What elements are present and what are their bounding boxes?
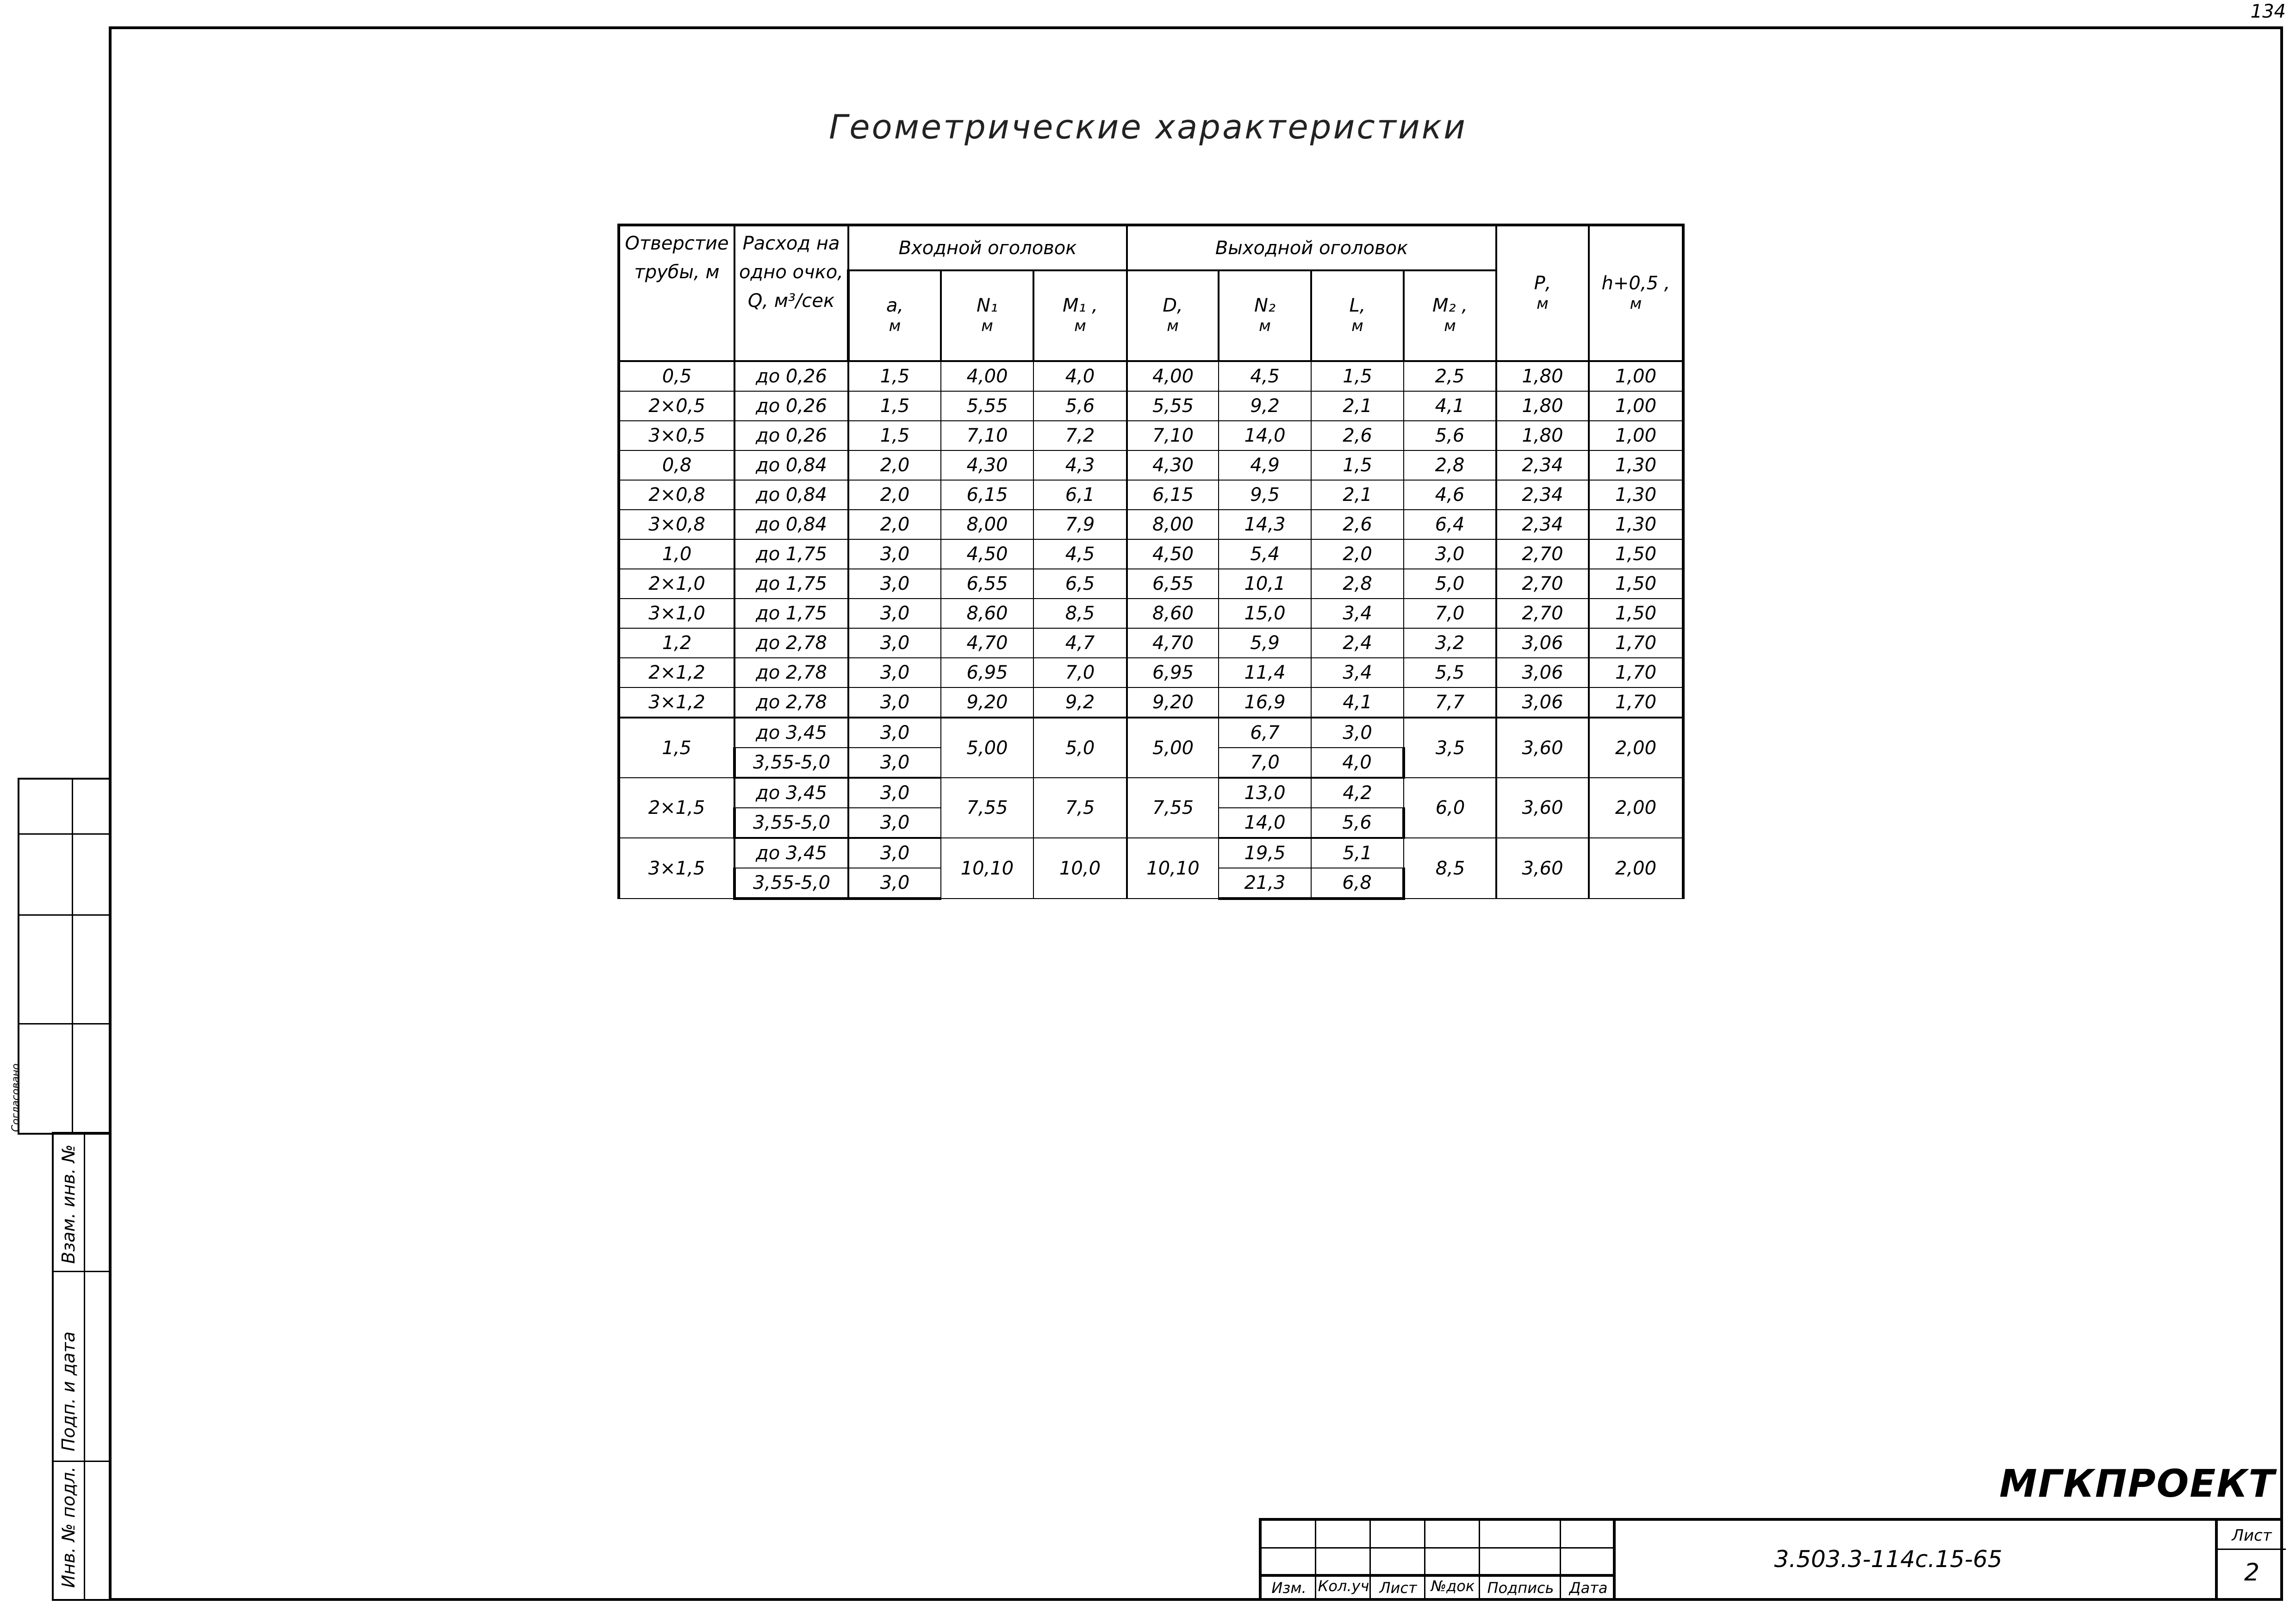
table-cell: 3,0: [848, 718, 941, 748]
table-cell: 3,0: [848, 628, 941, 658]
table-cell: 8,5: [1033, 599, 1127, 628]
table-cell: 4,6: [1404, 480, 1496, 510]
table-row: [619, 687, 1683, 718]
table-cell: 2,34: [1496, 450, 1589, 480]
table-cell: 4,30: [1127, 450, 1219, 480]
table-cell: 10,0: [1033, 838, 1127, 899]
table-cell: до 3,45: [734, 838, 848, 868]
table-cell: 7,9: [1033, 510, 1127, 539]
table-row: [619, 480, 1683, 510]
tb-ndok: №док: [1431, 1577, 1475, 1595]
document-code: 3.503.3-114с.15-65: [1774, 1546, 2003, 1573]
table-cell: 4,5: [1219, 361, 1311, 391]
table-cell: 4,50: [941, 539, 1033, 569]
table-cell: 15,0: [1219, 599, 1311, 628]
table-cell: 3,0: [848, 748, 941, 778]
header-h: h+0,5 , м: [1589, 225, 1683, 361]
header-inlet-group: Входной оголовок: [848, 225, 1127, 270]
table-cell: 2,00: [1589, 778, 1683, 838]
table-cell: 1,5: [848, 391, 941, 421]
header-L: L, м: [1311, 270, 1404, 361]
table-cell: 3,0: [1404, 539, 1496, 569]
table-cell: 2,70: [1496, 599, 1589, 628]
header-a: а, м: [848, 270, 941, 361]
margin-divider: [18, 914, 111, 916]
table-cell: 2,70: [1496, 569, 1589, 599]
table-cell: 2,34: [1496, 480, 1589, 510]
margin-divider: [18, 1023, 111, 1024]
header-outlet-group: Выходной оголовок: [1127, 225, 1496, 270]
table-cell: 5,55: [1127, 391, 1219, 421]
table-cell: 1,5: [619, 718, 734, 778]
table-cell: 16,9: [1219, 687, 1311, 718]
table-cell: 1,30: [1589, 450, 1683, 480]
table-cell: 10,10: [1127, 838, 1219, 899]
table-cell: 3×1,0: [619, 599, 734, 628]
table-cell: 3,06: [1496, 658, 1589, 687]
table-row: [619, 361, 1683, 391]
table-cell: до 0,84: [734, 480, 848, 510]
tb-izm: Изм.: [1271, 1579, 1307, 1597]
table-cell: 3,0: [1311, 718, 1404, 748]
table-cell: 8,00: [941, 510, 1033, 539]
table-cell: 5,0: [1404, 569, 1496, 599]
table-cell: 3,4: [1311, 599, 1404, 628]
table-row: [619, 391, 1683, 421]
header-M1: М₁ , м: [1033, 270, 1127, 361]
table-cell: 9,2: [1219, 391, 1311, 421]
table-cell: 2,34: [1496, 510, 1589, 539]
table-cell: до 0,26: [734, 361, 848, 391]
table-cell: 5,00: [941, 718, 1033, 778]
table-cell: 2,8: [1404, 450, 1496, 480]
table-cell: 3,2: [1404, 628, 1496, 658]
header-flow: Расход на одно очко, Q, м³/сек: [734, 225, 848, 361]
table-cell: 9,20: [1127, 687, 1219, 718]
table-cell: 3×1,2: [619, 687, 734, 718]
table-cell: 4,9: [1219, 450, 1311, 480]
tb-kol-uch: Кол.уч: [1318, 1577, 1369, 1595]
table-cell: до 2,78: [734, 628, 848, 658]
table-row: [619, 599, 1683, 628]
table-cell: 2,8: [1311, 569, 1404, 599]
table-cell: 3,0: [848, 778, 941, 808]
table-cell: 2,0: [848, 510, 941, 539]
table-cell: 14,3: [1219, 510, 1311, 539]
table-cell: 5,00: [1127, 718, 1219, 778]
table-cell: 8,00: [1127, 510, 1219, 539]
table-cell: 4,1: [1404, 391, 1496, 421]
table-cell: до 3,45: [734, 718, 848, 748]
table-cell: 6,95: [941, 658, 1033, 687]
table-cell: 7,5: [1033, 778, 1127, 838]
table-cell: 3×0,8: [619, 510, 734, 539]
table-cell: 5,5: [1404, 658, 1496, 687]
page-title: Геометрические характеристики: [829, 107, 1467, 146]
table-cell: до 0,84: [734, 510, 848, 539]
table-cell: 4,70: [941, 628, 1033, 658]
table-cell: 3,0: [848, 808, 941, 838]
geometry-table: [617, 224, 1685, 900]
table-cell: 3,0: [848, 569, 941, 599]
table-cell: 1,00: [1589, 361, 1683, 391]
table-cell: 3,06: [1496, 687, 1589, 718]
table-cell: 2,4: [1311, 628, 1404, 658]
table-cell: 1,5: [848, 361, 941, 391]
table-cell: 6,5: [1033, 569, 1127, 599]
table-cell: 3,0: [848, 599, 941, 628]
table-cell: 9,5: [1219, 480, 1311, 510]
table-cell: 3,60: [1496, 778, 1589, 838]
table-cell: 7,0: [1033, 658, 1127, 687]
header-N2: N₂ м: [1219, 270, 1311, 361]
table-cell: 3,4: [1311, 658, 1404, 687]
table-cell: 2×0,8: [619, 480, 734, 510]
tb-data: Дата: [1569, 1579, 1608, 1597]
table-cell: 10,10: [941, 838, 1033, 899]
table-cell: 19,5: [1219, 838, 1311, 868]
margin-label-inv-podl: Инв. № подл.: [58, 1466, 79, 1588]
table-cell: 1,80: [1496, 361, 1589, 391]
table-cell: 6,15: [1127, 480, 1219, 510]
table-cell: 3,06: [1496, 628, 1589, 658]
table-cell: 3,0: [848, 658, 941, 687]
table-cell: 6,55: [941, 569, 1033, 599]
table-cell: 5,0: [1033, 718, 1127, 778]
table-body: [619, 361, 1683, 899]
table-cell: 14,0: [1219, 808, 1311, 838]
table-cell: 1,5: [1311, 450, 1404, 480]
table-cell: 4,0: [1311, 748, 1404, 778]
table-cell: 1,80: [1496, 421, 1589, 450]
table-row: [619, 421, 1683, 450]
table-cell: до 0,26: [734, 391, 848, 421]
table-cell: 8,5: [1404, 838, 1496, 899]
header-D: D, м: [1127, 270, 1219, 361]
table-cell: 2,6: [1311, 510, 1404, 539]
table-cell: 3,55-5,0: [734, 868, 848, 899]
table-row: [619, 539, 1683, 569]
table-cell: 1,30: [1589, 510, 1683, 539]
margin-label-soglasovano: Согласовано: [10, 1063, 22, 1132]
table-cell: 1,70: [1589, 628, 1683, 658]
table-cell: 4,00: [1127, 361, 1219, 391]
header-P: Р, м: [1496, 225, 1589, 361]
table-cell: 3,0: [848, 687, 941, 718]
table-cell: 5,4: [1219, 539, 1311, 569]
table-cell: до 3,45: [734, 778, 848, 808]
table-cell: 1,2: [619, 628, 734, 658]
margin-stamp-approval-col: [18, 778, 73, 1135]
table-cell: 1,00: [1589, 391, 1683, 421]
table-cell: 7,0: [1404, 599, 1496, 628]
table-cell: 4,2: [1311, 778, 1404, 808]
page-number: 134: [2250, 1, 2286, 22]
table-row: [619, 658, 1683, 687]
table-row: [619, 718, 1683, 748]
margin-divider: [18, 833, 111, 835]
table-row: [619, 569, 1683, 599]
table-cell: 2,1: [1311, 391, 1404, 421]
table-cell: 7,7: [1404, 687, 1496, 718]
table-cell: 3,0: [848, 868, 941, 899]
table-cell: до 1,75: [734, 599, 848, 628]
table-cell: 7,55: [941, 778, 1033, 838]
tb-sheet-label: Лист: [2232, 1526, 2272, 1545]
table-cell: 6,15: [941, 480, 1033, 510]
table-cell: 8,60: [1127, 599, 1219, 628]
table-cell: 1,50: [1589, 539, 1683, 569]
table-cell: 3,55-5,0: [734, 748, 848, 778]
table-cell: 4,0: [1033, 361, 1127, 391]
table-cell: 3,0: [848, 838, 941, 868]
table-cell: 2,1: [1311, 480, 1404, 510]
table-cell: 5,1: [1311, 838, 1404, 868]
table-cell: 9,2: [1033, 687, 1127, 718]
table-cell: до 0,84: [734, 450, 848, 480]
company-logo: МГКПРОЕКТ: [1999, 1462, 2276, 1506]
margin-label-podp: Подп. и дата: [58, 1331, 79, 1451]
table-cell: 4,5: [1033, 539, 1127, 569]
table-cell: 2,0: [848, 450, 941, 480]
table-cell: 6,4: [1404, 510, 1496, 539]
table-cell: 6,55: [1127, 569, 1219, 599]
table-cell: 2,70: [1496, 539, 1589, 569]
table-cell: 6,0: [1404, 778, 1496, 838]
table-cell: 14,0: [1219, 421, 1311, 450]
table-cell: 3×1,5: [619, 838, 734, 899]
table-cell: до 0,26: [734, 421, 848, 450]
table-cell: 11,4: [1219, 658, 1311, 687]
table-cell: 1,50: [1589, 599, 1683, 628]
table-cell: 4,30: [941, 450, 1033, 480]
table-cell: 2×1,0: [619, 569, 734, 599]
table-row: [619, 628, 1683, 658]
table-cell: 4,1: [1311, 687, 1404, 718]
table-row: [619, 450, 1683, 480]
table-cell: 3×0,5: [619, 421, 734, 450]
table-cell: 3,5: [1404, 718, 1496, 778]
table-cell: 1,5: [848, 421, 941, 450]
table-cell: 3,55-5,0: [734, 808, 848, 838]
table-cell: 2,0: [1311, 539, 1404, 569]
table-cell: 3,0: [848, 539, 941, 569]
table-cell: 1,30: [1589, 480, 1683, 510]
table-cell: до 1,75: [734, 539, 848, 569]
margin-label-vzam: Взам. инв. №: [58, 1144, 79, 1264]
table-cell: 6,7: [1219, 718, 1311, 748]
table-cell: 8,60: [941, 599, 1033, 628]
table-cell: 4,70: [1127, 628, 1219, 658]
table-cell: 1,70: [1589, 687, 1683, 718]
table-row: [619, 778, 1683, 808]
table-cell: 5,9: [1219, 628, 1311, 658]
table-cell: 2×0,5: [619, 391, 734, 421]
table-cell: 2,00: [1589, 838, 1683, 899]
table-cell: 4,00: [941, 361, 1033, 391]
table-cell: 7,2: [1033, 421, 1127, 450]
tb-podpis: Подпись: [1487, 1579, 1554, 1597]
table-cell: 1,5: [1311, 361, 1404, 391]
table-cell: до 2,78: [734, 658, 848, 687]
header-N1: N₁ м: [941, 270, 1033, 361]
tb-sheet-number: 2: [2244, 1559, 2260, 1587]
table-cell: 2,5: [1404, 361, 1496, 391]
table-cell: 4,3: [1033, 450, 1127, 480]
table-cell: 3,60: [1496, 718, 1589, 778]
table-row: [619, 838, 1683, 868]
table-cell: 7,10: [941, 421, 1033, 450]
table-cell: 4,7: [1033, 628, 1127, 658]
table-cell: до 2,78: [734, 687, 848, 718]
table-cell: 2×1,2: [619, 658, 734, 687]
header-M2: М₂ , м: [1404, 270, 1496, 361]
table-cell: 1,50: [1589, 569, 1683, 599]
table-row: [619, 510, 1683, 539]
table-cell: 1,00: [1589, 421, 1683, 450]
header-opening: Отверстие трубы, м: [619, 225, 734, 361]
table-cell: 4,50: [1127, 539, 1219, 569]
table-cell: 3,60: [1496, 838, 1589, 899]
table-cell: 2×1,5: [619, 778, 734, 838]
table-cell: 2,6: [1311, 421, 1404, 450]
table-cell: 9,20: [941, 687, 1033, 718]
table-cell: 0,8: [619, 450, 734, 480]
table-cell: 5,6: [1404, 421, 1496, 450]
table-cell: до 1,75: [734, 569, 848, 599]
table-cell: 1,70: [1589, 658, 1683, 687]
table-cell: 6,8: [1311, 868, 1404, 899]
table-cell: 5,6: [1033, 391, 1127, 421]
table-cell: 7,55: [1127, 778, 1219, 838]
table-cell: 21,3: [1219, 868, 1311, 899]
table-cell: 5,6: [1311, 808, 1404, 838]
table-cell: 7,0: [1219, 748, 1311, 778]
table-cell: 1,80: [1496, 391, 1589, 421]
tb-list: Лист: [1379, 1579, 1417, 1597]
table-cell: 5,55: [941, 391, 1033, 421]
table-cell: 2,0: [848, 480, 941, 510]
table-cell: 0,5: [619, 361, 734, 391]
table-cell: 1,0: [619, 539, 734, 569]
table-cell: 6,1: [1033, 480, 1127, 510]
table-cell: 13,0: [1219, 778, 1311, 808]
table-cell: 6,95: [1127, 658, 1219, 687]
table-cell: 2,00: [1589, 718, 1683, 778]
table-cell: 7,10: [1127, 421, 1219, 450]
table-cell: 10,1: [1219, 569, 1311, 599]
